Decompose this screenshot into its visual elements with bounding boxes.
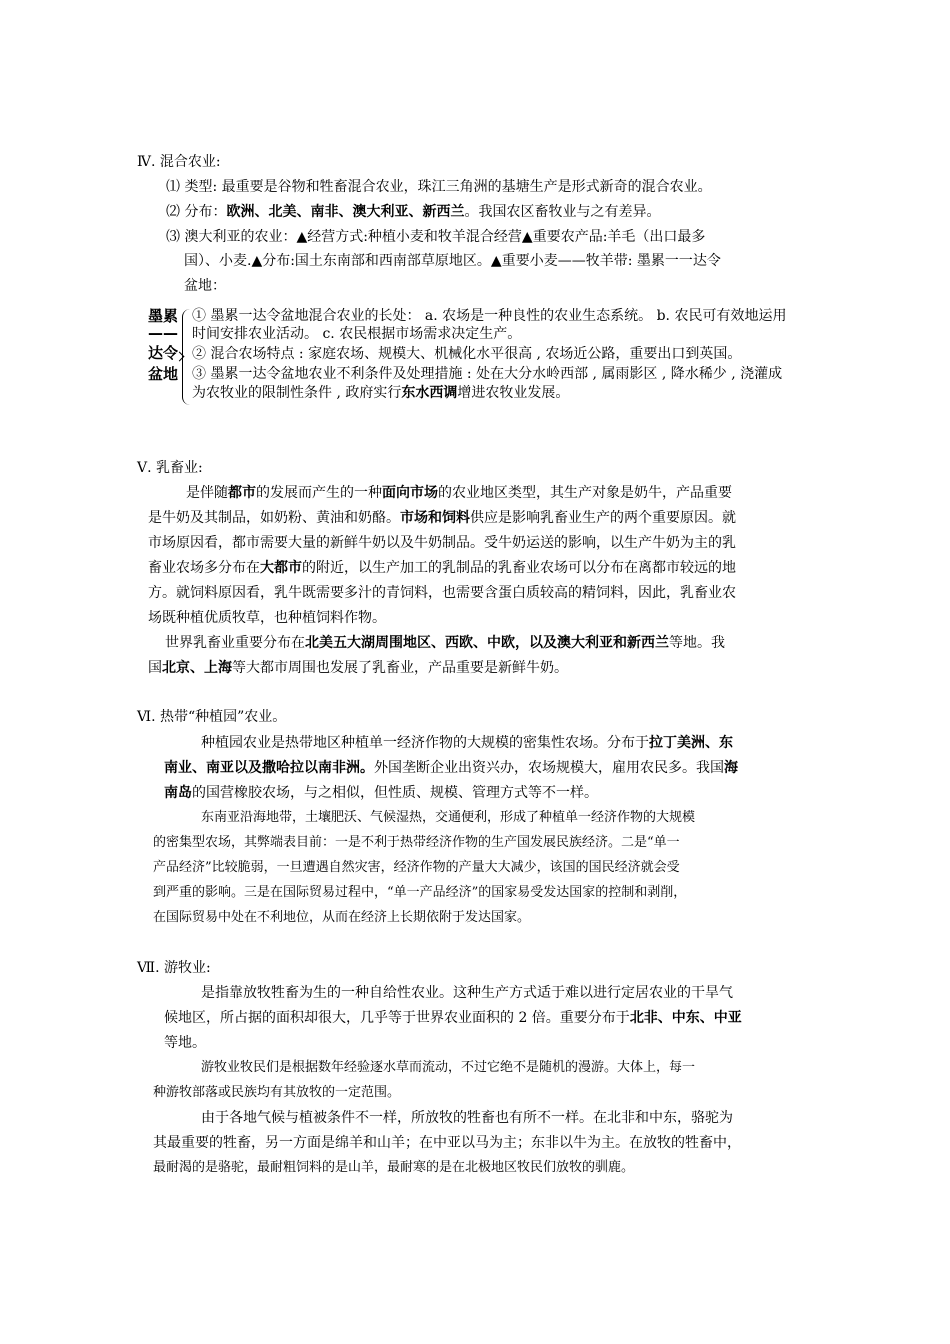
paragraph-line: 场既种植优质牧草，也种植饲料作物。 <box>148 610 386 626</box>
section-heading-dairy: Ⅴ. 乳畜业: <box>137 460 203 476</box>
paragraph-line: 畜业农场多分布在大都市的附近，以生产加工的乳制品的乳畜业农场可以分布在离都市较远的地 <box>148 560 736 576</box>
paragraph-line: 世界乳畜业重要分布在北美五大湖周围地区、西欧、中欧，以及澳大利亚和新西兰等地。我 <box>165 635 725 651</box>
paragraph-line: 国北京、上海等大都市周围也发展了乳畜业，产品重要是新鲜牛奶。 <box>148 660 568 676</box>
paragraph-line: 候地区，所占据的面积却很大，几乎等于世界农业面积的 2 倍。重要分布于北非、中东、中亚 <box>164 1010 742 1026</box>
paragraph-line: ⑵ 分布：欧洲、北美、南非、澳大利亚、新西兰。我国农区畜牧业与之有差异。 <box>166 204 661 220</box>
paragraph-line: 盆地： <box>184 278 226 294</box>
paragraph-line: 市场原因看，都市需要大量的新鲜牛奶以及牛奶制品。受牛奶运送的影响，以生产牛奶为主的乳 <box>148 535 736 551</box>
bracket-line: 时间安排农业活动。 c. 农民根据市场需求决定生产。 <box>192 326 522 342</box>
paragraph-line: 种游牧部落或民族均有其放牧的一定范围。 <box>153 1085 401 1100</box>
paragraph-line: 南业、南亚以及撒哈拉以南非洲。外国垄断企业出资兴办，农场规模大，雇用农民多。我国海 <box>164 760 738 776</box>
paragraph-line: 是指靠放牧牲畜为生的一种自给性农业。这种生产方式适于难以进行定居农业的干旱气 <box>201 985 733 1001</box>
paragraph-line: 种植园农业是热带地区种植单一经济作物的大规模的密集性农场。分布于拉丁美洲、东 <box>201 735 733 751</box>
paragraph-line: 产品经济”比较脆弱，一旦遭遇自然灾害，经济作物的产量大大减少，该国的国民经济就会受 <box>153 860 680 875</box>
section-heading-mixed-farming: Ⅳ. 混合农业: <box>137 154 221 170</box>
paragraph-line: 国）、小麦.▲分布:国土东南部和西南部草原地区。▲重要小麦——牧羊带: 墨累一一达令 <box>184 253 721 269</box>
bracket-line: 为农牧业的限制性条件 , 政府实行东水西调增进农牧业发展。 <box>192 385 570 401</box>
side-label: 盆地 <box>148 365 179 383</box>
paragraph-line: 其最重要的牲畜，另一方面是绵羊和山羊；在中亚以马为主；东非以牛为主。在放牧的牲畜中， <box>153 1135 741 1151</box>
paragraph-line: 等地。 <box>164 1035 206 1051</box>
paragraph-line: 东南亚沿海地带，土壤肥沃、气候湿热，交通便利，形成了种植单一经济作物的大规模 <box>201 810 696 825</box>
side-label: 达令 <box>148 344 179 362</box>
section-heading-nomadic: Ⅶ. 游牧业: <box>137 960 211 976</box>
paragraph-line: 游牧业牧民们是根据数年经验逐水草而流动，不过它绝不是随机的漫游。大体上，每一 <box>201 1060 696 1075</box>
paragraph-line: ⑶ 澳大利亚的农业：▲经营方式:种植小麦和牧羊混合经营▲重要农产品:羊毛（出口最多 <box>166 229 706 245</box>
paragraph-line: 由于各地气候与植被条件不一样，所放牧的牲畜也有所不一样。在北非和中东，骆驼为 <box>201 1110 733 1126</box>
paragraph-line: 南岛的国营橡胶农场，与之相似，但性质、规模、管理方式等不一样。 <box>164 785 598 801</box>
side-label: —— <box>148 324 178 342</box>
bracket-line: ③ 墨累一达令盆地农业不利条件及处理措施 : 处在大分水岭西部 , 属雨影区 , 降水稀少 , 浇灌成 <box>192 366 783 382</box>
paragraph-line: 的密集型农场，其弊端表目前：一是不利于热带经济作物的生产国发展民族经济。二是“单一 <box>153 835 680 850</box>
paragraph-line: 在国际贸易中处在不利地位，从而在经济上长期依附于发达国家。 <box>153 910 531 925</box>
section-heading-plantation: Ⅵ. 热带“种植园”农业。 <box>137 709 287 725</box>
paragraph-line: 最耐渴的是骆驼，最耐粗饲料的是山羊，最耐寒的是在北极地区牧民们放牧的驯鹿。 <box>153 1160 635 1175</box>
bracket-line: ② 混合农场特点 : 家庭农场、规模大、机械化水平很高 , 农场近公路，重要出口到英国。 <box>192 346 742 362</box>
paragraph-line: 方。就饲料原因看，乳牛既需要多汁的青饲料，也需要含蛋白质较高的精饲料，因此，乳畜业农 <box>148 585 736 601</box>
side-label: 墨累 <box>148 307 179 325</box>
paragraph-line: ⑴ 类型: 最重要是谷物和牲畜混合农业，珠江三角洲的基塘生产是形式新奇的混合农业。 <box>166 179 712 195</box>
paragraph-line: 是伴随都市的发展而产生的一种面向市场的农业地区类型，其生产对象是奶牛，产品重要 <box>186 485 732 501</box>
bracket-line: ① 墨累一达令盆地混合农业的长处： a. 农场是一种良性的农业生态系统。 b. 农民可有效地运用 <box>192 308 787 324</box>
paragraph-line: 是牛奶及其制品，如奶粉、黄油和奶酪。市场和饲料供应是影响乳畜业生产的两个重要原因。就 <box>148 510 736 526</box>
paragraph-line: 到严重的影响。三是在国际贸易过程中，“单一产品经济”的国家易受发达国家的控制和剥削， <box>153 885 687 900</box>
